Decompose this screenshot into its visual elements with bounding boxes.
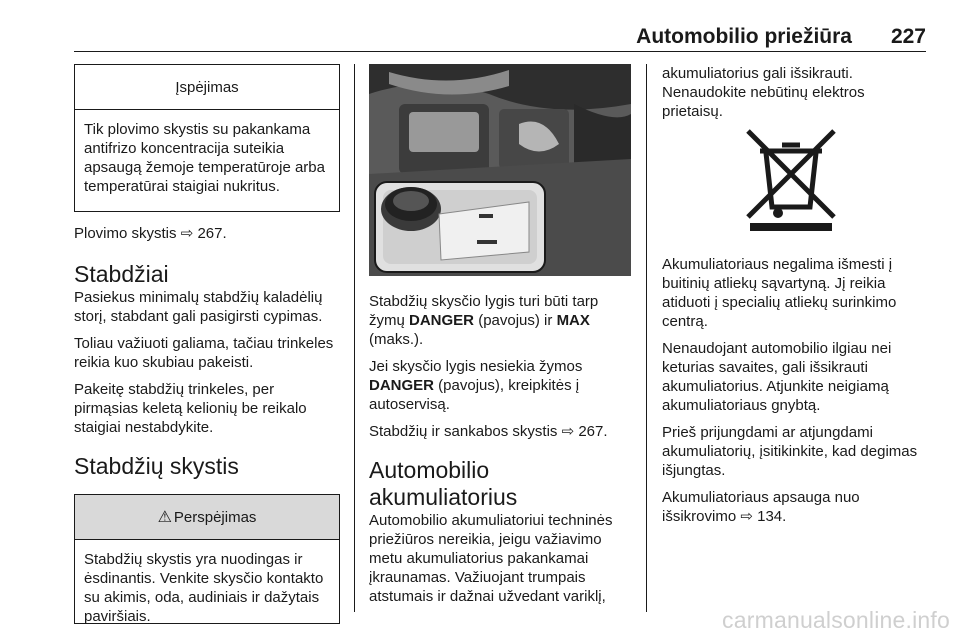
crossed-out-bin-icon <box>742 125 840 233</box>
page-number: 227 <box>890 25 926 48</box>
battery-connect-paragraph: Prieš prijungdami ar atjungdami akumuliatorių, įsitikinkite, kad degimas išjungtas. <box>662 424 918 479</box>
warning-text: Stabdžių skystis yra nuodingas ir ėsdinantis. Venkite skysčio kontakto su akimis, oda, audiniais ir dažytais paviršiais. <box>84 551 324 625</box>
battery-storage-paragraph: Nenaudojant automobilio ilgiau nei keturias savaites, gali išsikrauti akumuliatorius. Atjunkite neigiamą akumuliatoriaus gnybtą. <box>662 340 892 414</box>
washer-fluid-reference: Plovimo skystis ⇨ 267. <box>74 225 227 242</box>
header-rule <box>74 51 926 52</box>
caution-box <box>74 64 340 212</box>
brakes-paragraph-1: Pasiekus minimalų stabdžių kaladėlių storį, stabdant gali pasigirsti cypimas. <box>74 289 323 325</box>
danger-mark-label-2: DANGER <box>369 377 435 394</box>
warning-heading: ⚠ Perspėjimas <box>75 495 339 540</box>
caution-heading: Įspėjimas <box>75 65 339 110</box>
clutch-fluid-reference: Stabdžių ir sankabos skystis ⇨ 267. <box>369 423 608 440</box>
engine-bay-illustration <box>369 64 631 276</box>
page-ref-arrow-icon: ⇨ <box>180 225 194 242</box>
header-title: Automobilio priežiūra <box>636 25 852 48</box>
column-1 <box>74 64 340 624</box>
warning-box <box>74 494 340 624</box>
page-ref-arrow-icon: ⇨ <box>740 508 753 525</box>
washer-page-link[interactable]: 267. <box>197 225 227 242</box>
brakes-heading: Stabdžiai <box>74 261 169 287</box>
brake-fluid-reservoir-photo <box>369 64 631 276</box>
low-level-paragraph: Jei skysčio lygis nesiekia žymos DANGER (pavojus), kreipkitės į autoservisą. <box>369 358 583 413</box>
battery-paragraph-2: akumuliatorius gali išsikrauti. Nenaudokite nebūtinų elektros prietaisų. <box>662 65 865 120</box>
danger-mark-label: DANGER <box>409 312 475 329</box>
column-divider-2 <box>646 64 647 612</box>
page-ref-arrow-icon: ⇨ <box>561 423 575 440</box>
max-mark-label: MAX <box>556 312 590 329</box>
watermark: carmanualsonline.info <box>722 607 950 633</box>
brakes-paragraph-3: Pakeitę stabdžių trinkeles, per pirmąsias keletą kelionių be reikalo staigiai nestabdykite. <box>74 381 307 436</box>
battery-heading: Automobilio akumuliatorius <box>369 457 518 510</box>
battery-disposal-paragraph: Akumuliatoriaus negalima išmesti į buitinių atliekų sąvartyną. Jį reikia atiduoti į specialių atliekų surinkimo centrą. <box>662 256 897 330</box>
caution-text: Tik plovimo skystis su pakankama antifrizo koncentracija suteikia apsaugą žemoje temperatūroje arba temperatūrai staigiai nukritus. <box>84 121 325 195</box>
brake-fluid-heading: Stabdžių skystis <box>74 453 239 479</box>
column-divider-1 <box>354 64 355 612</box>
column-2 <box>369 64 631 606</box>
clutch-fluid-page-link[interactable]: 267. <box>578 423 608 440</box>
warning-triangle-icon: ⚠ <box>157 509 172 526</box>
battery-paragraph-1: Automobilio akumuliatoriui techninės priežiūros nereikia, jeigu važiavimo metu akumuliatorius pakankamai įkraunamas. Važiuojant trumpais atstumais ir dažnai užvedant variklį, <box>369 512 613 605</box>
page-header <box>74 22 926 52</box>
battery-protection-reference: Akumuliatoriaus apsauga nuo išsikrovimo ⇨ 134. <box>662 489 860 525</box>
brakes-paragraph-2: Toliau važiuoti galiama, tačiau trinkeles reikia kuo skubiau pakeisti. <box>74 335 334 371</box>
brake-fluid-level-paragraph: Stabdžių skysčio lygis turi būti tarp žymų DANGER (pavojus) ir MAX (maks.). <box>369 293 599 348</box>
battery-protection-page-link[interactable]: 134. <box>757 508 787 525</box>
